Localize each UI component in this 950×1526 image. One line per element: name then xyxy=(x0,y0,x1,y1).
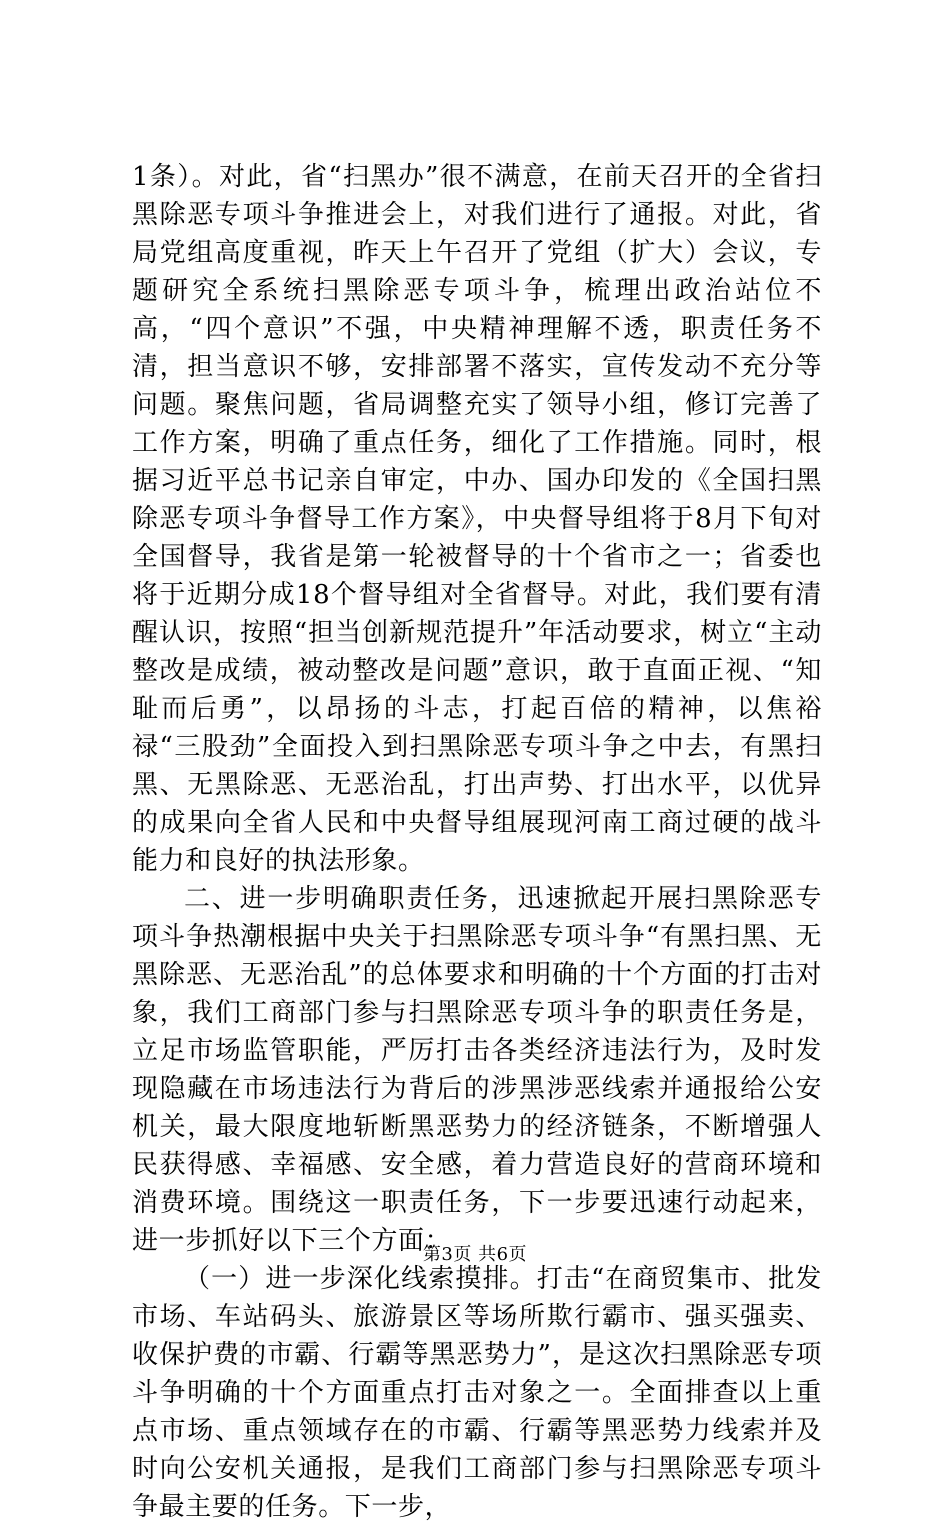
paragraph-continuation: 1条）。对此，省“扫黑办”很不满意，在前天召开的全省扫黑除恶专项斗争推进会上，对我们进行了通报。对此，省局党组高度重视，昨天上午召开了党组（扩大）会议，专题研究全系统扫黑除恶专项斗争，梳理出政治站位不高，“四个意识”不强，中央精神理解不透，职责任务不清，担当意识不够，安排部署不落实，宣传发动不充分等问题。聚焦问题，省局调整充实了领导小组，修订完善了工作方案，明确了重点任务，细化了工作措施。同时，根据习近平总书记亲自审定，中办、国办印发的《全国扫黑除恶专项斗争督导工作方案》，中央督导组将于8月下旬对全国督导，我省是第一轮被督导的十个省市之一；省委也将于近期分成18个督导组对全省督导。对此，我们要有清醒认识，按照“担当创新规范提升”年活动要求，树立“主动整改是成绩，被动整改是问题”意识，敢于直面正视、“知耻而后勇”，以昂扬的斗志，打起百倍的精神，以焦裕禄“三股劲”全面投入到扫黑除恶专项斗争之中去，有黑扫黑、无黑除恶、无恶治乱，打出声势、打出水平，以优异的成果向全省人民和中央督导组展现河南工商过硬的战斗能力和良好的执法形象。 xyxy=(132,162,822,876)
page-number-footer: 第3页 共6页 xyxy=(422,1244,528,1265)
paragraph-subsection-one: （一）进一步深化线索摸排。打击“在商贸集市、批发市场、车站码头、旅游景区等场所欺行霸市、强买强卖、收保护费的市霸、行霸等黑恶势力”，是这次扫黑除恶专项斗争明确的十个方面重点打击对象之一。全面排查以上重点市场、重点领域存在的市霸、行霸等黑恶势力线索并及时向公安机关通报，是我们工商部门参与扫黑除恶专项斗争最主要的任务。下一步， xyxy=(132,1264,822,1522)
paragraph-section-two: 二、进一步明确职责任务，迅速掀起开展扫黑除恶专项斗争热潮根据中央关于扫黑除恶专项斗争“有黑扫黑、无黑除恶、无恶治乱”的总体要求和明确的十个方面的打击对象，我们工商部门参与扫黑除恶专项斗争的职责任务是，立足市场监管职能，严厉打击各类经济违法行为，及时发现隐藏在市场违法行为背后的涉黑涉恶线索并通报给公安机关，最大限度地斩断黑恶势力的经济链条，不断增强人民获得感、幸福感、安全感，着力营造良好的营商环境和消费环境。围绕这一职责任务，下一步要迅速行动起来，进一步抓好以下三个方面： xyxy=(132,884,822,1256)
document-body xyxy=(132,158,822,1526)
